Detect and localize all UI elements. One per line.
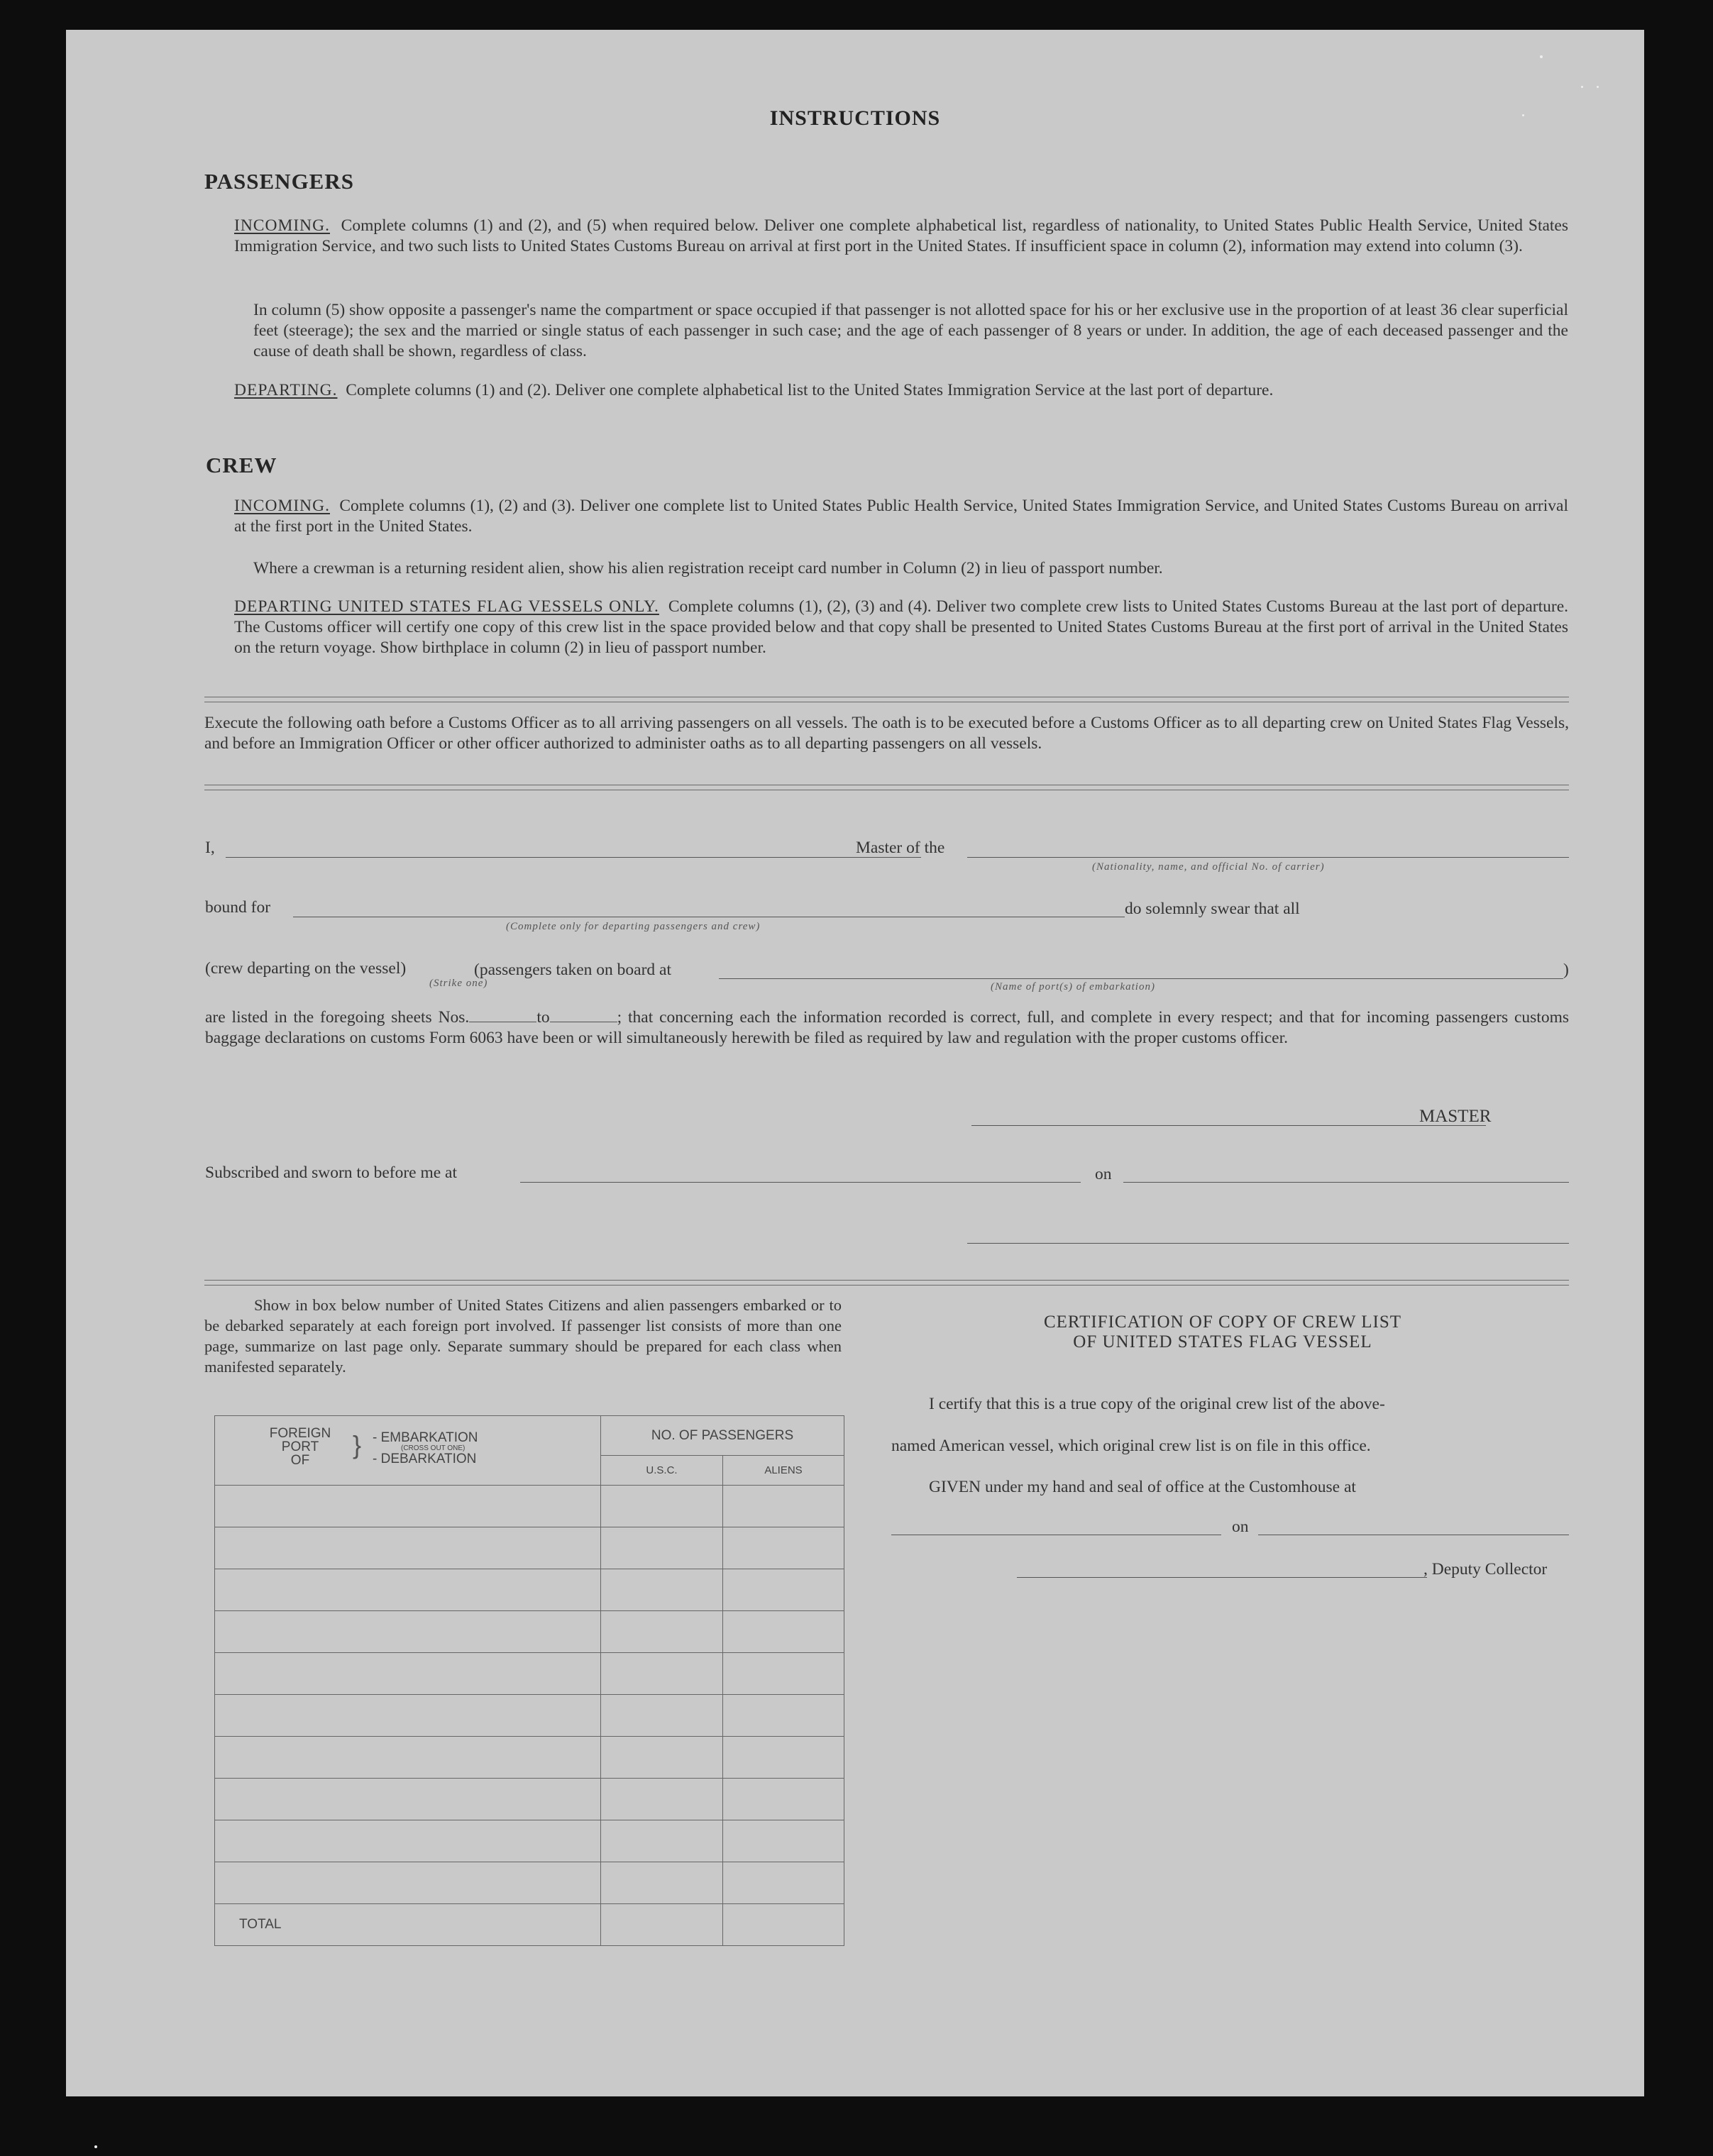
port-word: PORT (281, 1439, 319, 1454)
master-signature-field[interactable] (971, 1125, 1486, 1126)
master-of-the-label: Master of the (856, 839, 945, 857)
section-divider (204, 1280, 1569, 1286)
port-cell[interactable] (215, 1486, 601, 1527)
section-divider (204, 697, 1569, 702)
usc-cell[interactable] (601, 1611, 723, 1653)
passengers-column5-paragraph: In column (5) show opposite a passenger's name the compartment or space occupied if that passenger is not allotted space for his or her exclusive use in the proportion of at least 36 clear superficial feet (steerage); the sex and the married or single status of each passenger in such case; and the age of each passenger of 8 years or under. In addition, the age of each deceased passenger and the cause of death shall be shown, regardless of class. (253, 301, 1568, 360)
ports-caption: (Name of port(s) of embarkation) (991, 981, 1155, 993)
aliens-cell[interactable] (723, 1779, 844, 1820)
total-label: TOTAL (215, 1904, 601, 1946)
port-cell[interactable] (215, 1611, 601, 1653)
oath-i-label: I, (205, 839, 215, 857)
port-cell[interactable] (215, 1527, 601, 1569)
officer-signature-field[interactable] (967, 1243, 1569, 1244)
usc-cell[interactable] (601, 1527, 723, 1569)
port-cell[interactable] (215, 1779, 601, 1820)
passengers-incoming-text: Complete columns (1) and (2), and (5) when required below. Deliver one complete alphabetical list, regardless of nationality, to United States Public Health Service, United States Immigration Service, and two such lists to United States Customs Bureau on arrival at first port in the United States. If insufficient space in column (2), information may extend into column (3). (234, 216, 1569, 255)
scan-speck (94, 2145, 97, 2148)
embark-debark-options (373, 1431, 478, 1466)
scan-speck (1581, 86, 1583, 88)
foreign-port-of-label (258, 1427, 343, 1467)
embarkation-option[interactable]: - EMBARKATION (373, 1430, 478, 1445)
listed-to-label: to (536, 1008, 550, 1027)
cross-out-note: (CROSS OUT ONE) (401, 1444, 466, 1452)
table-row (215, 1611, 844, 1653)
oath-intro: Execute the following oath before a Customs Officer as to all arriving passengers on all vessels. The oath is to be executed before a Customs Officer as to all departing crew on United States Flag Vessels, and before an Immigration Officer or other officer authorized to administer oaths as to all departing passengers on all vessels. (204, 714, 1569, 753)
passengers-heading: PASSENGERS (204, 169, 354, 194)
deputy-collector-signature-field[interactable] (1017, 1577, 1427, 1578)
master-name-field[interactable] (226, 857, 921, 858)
certification-title (910, 1312, 1535, 1352)
table-row (215, 1737, 844, 1779)
passengers-taken-option: (passengers taken on board at (474, 961, 671, 979)
port-cell[interactable] (215, 1737, 601, 1779)
sworn-date-field[interactable] (1123, 1182, 1569, 1183)
aliens-cell[interactable] (723, 1862, 844, 1904)
usc-cell[interactable] (601, 1820, 723, 1862)
port-cell[interactable] (215, 1569, 601, 1611)
aliens-cell[interactable] (723, 1486, 844, 1527)
aliens-cell[interactable] (723, 1820, 844, 1862)
table-row (215, 1486, 844, 1527)
port-cell[interactable] (215, 1820, 601, 1862)
deputy-collector-label: , Deputy Collector (1423, 1560, 1548, 1579)
foreign-word: FOREIGN (269, 1426, 331, 1441)
crew-incoming-paragraph (234, 496, 1568, 537)
strike-one-caption: (Strike one) (429, 978, 488, 989)
listed-text-a: are listed in the foregoing sheets Nos. (205, 1008, 470, 1027)
table-row (215, 1820, 844, 1862)
certification-title-line2: OF UNITED STATES FLAG VESSEL (1073, 1332, 1372, 1351)
passengers-departing-paragraph (234, 380, 1568, 401)
listed-text-b: ; that concerning each the information recorded is correct, full, and complete in every respect; and (617, 1008, 1304, 1027)
certification-line2: named American vessel, which original crew list is on file in this office. (891, 1437, 1371, 1455)
scan-speck (1540, 55, 1543, 58)
aliens-cell[interactable] (723, 1527, 844, 1569)
table-row (215, 1779, 844, 1820)
passengers-departing-text: Complete columns (1) and (2). Deliver one complete alphabetical list to the United States Immigration Service at the last port of departure. (346, 381, 1274, 399)
table-row (215, 1695, 844, 1737)
port-cell[interactable] (215, 1695, 601, 1737)
page-title: INSTRUCTIONS (769, 106, 941, 130)
table-row (215, 1653, 844, 1695)
certification-title-line1: CERTIFICATION OF COPY OF CREW LIST (1043, 1312, 1402, 1332)
debarkation-option[interactable]: - DEBARKATION (373, 1452, 477, 1466)
crew-heading: CREW (206, 453, 277, 477)
port-header-cell (215, 1416, 601, 1486)
section-divider (204, 785, 1569, 790)
sworn-place-field[interactable] (520, 1182, 1081, 1183)
crew-departing-option: (crew departing on the vessel) (205, 959, 407, 978)
certification-on-label: on (1232, 1518, 1249, 1536)
usc-cell[interactable] (601, 1779, 723, 1820)
usc-cell[interactable] (601, 1695, 723, 1737)
scan-speck (1597, 86, 1599, 88)
brace-icon: } (353, 1430, 362, 1459)
close-paren: ) (1563, 961, 1569, 979)
certification-line1: I certify that this is a true copy of the original crew list of the above- (929, 1395, 1385, 1413)
embarkation-ports-field[interactable] (719, 978, 1563, 979)
total-row (215, 1904, 844, 1946)
crew-resident-paragraph: Where a crewman is a returning resident alien, show his alien registration receipt card number in Column (2) in lieu of passport number. (253, 559, 1163, 577)
aliens-cell[interactable] (723, 1611, 844, 1653)
passenger-summary-table (214, 1415, 844, 1946)
listed-paragraph (205, 1007, 1569, 1049)
aliens-cell[interactable] (723, 1695, 844, 1737)
crew-departing-paragraph (234, 597, 1568, 658)
total-usc-cell[interactable] (601, 1904, 723, 1946)
aliens-cell[interactable] (723, 1653, 844, 1695)
total-aliens-cell[interactable] (723, 1904, 844, 1946)
usc-header: U.S.C. (601, 1456, 723, 1486)
crew-incoming-label: INCOMING. (234, 497, 330, 515)
departing-caption: (Complete only for departing passengers and crew) (506, 921, 761, 932)
port-cell[interactable] (215, 1653, 601, 1695)
table-row (215, 1862, 844, 1904)
sworn-on-label: on (1095, 1165, 1112, 1183)
usc-cell[interactable] (601, 1569, 723, 1611)
passengers-departing-label: DEPARTING. (234, 381, 338, 399)
subscribed-label: Subscribed and sworn to before me at (205, 1163, 458, 1182)
carrier-field[interactable] (967, 857, 1569, 858)
listed-text-c: that for incoming passengers customs baggage declarations on customs Form 6063 have been or will simultaneously herewith be filed as required by law and regulation with the proper customs officer. (205, 1008, 1569, 1047)
usc-cell[interactable] (601, 1862, 723, 1904)
of-word: OF (290, 1453, 310, 1468)
scan-speck (1522, 114, 1524, 116)
usc-cell[interactable] (601, 1486, 723, 1527)
carrier-caption: (Nationality, name, and official No. of carrier) (1092, 861, 1325, 873)
master-label: MASTER (1419, 1107, 1492, 1126)
usc-cell[interactable] (601, 1737, 723, 1779)
bound-for-label: bound for (205, 898, 271, 917)
crew-departing-label: DEPARTING UNITED STATES FLAG VESSELS ONLY. (234, 597, 659, 616)
summary-note: Show in box below number of United States Citizens and alien passengers embarked or to be debarked separately at each foreign port involved. If passenger list consists of more than one page, summarize on last page only. Separate summary should be prepared for each class when manifested separately. (204, 1296, 842, 1376)
aliens-cell[interactable] (723, 1569, 844, 1611)
crew-departing-text: Complete columns (1), (2), (3) and (4). Deliver two complete crew lists to United States Customs Bureau at the last port of departure. The Customs officer will certify one copy of this crew list in the space provided below and that copy shall be presented to United States Customs Bureau at the first port of arrival in the United States on the return voyage. Show birthplace in column (2) in lieu of passport number. (234, 597, 1568, 657)
aliens-cell[interactable] (723, 1737, 844, 1779)
passengers-incoming-paragraph (234, 216, 1568, 257)
no-of-passengers-header: NO. OF PASSENGERS (601, 1416, 844, 1456)
crew-incoming-text: Complete columns (1), (2) and (3). Deliver one complete list to United States Public Health Service, United States Immigration Service, and United States Customs Bureau on arrival at the first port in the United States. (234, 497, 1568, 536)
table-row (215, 1527, 844, 1569)
table-row (215, 1569, 844, 1611)
form-page (66, 30, 1644, 2096)
certification-line3: GIVEN under my hand and seal of office at the Customhouse at (929, 1478, 1356, 1496)
aliens-header: ALIENS (723, 1456, 844, 1486)
passengers-incoming-label: INCOMING. (234, 216, 330, 235)
usc-cell[interactable] (601, 1653, 723, 1695)
port-cell[interactable] (215, 1862, 601, 1904)
swear-label: do solemnly swear that all (1125, 900, 1300, 918)
